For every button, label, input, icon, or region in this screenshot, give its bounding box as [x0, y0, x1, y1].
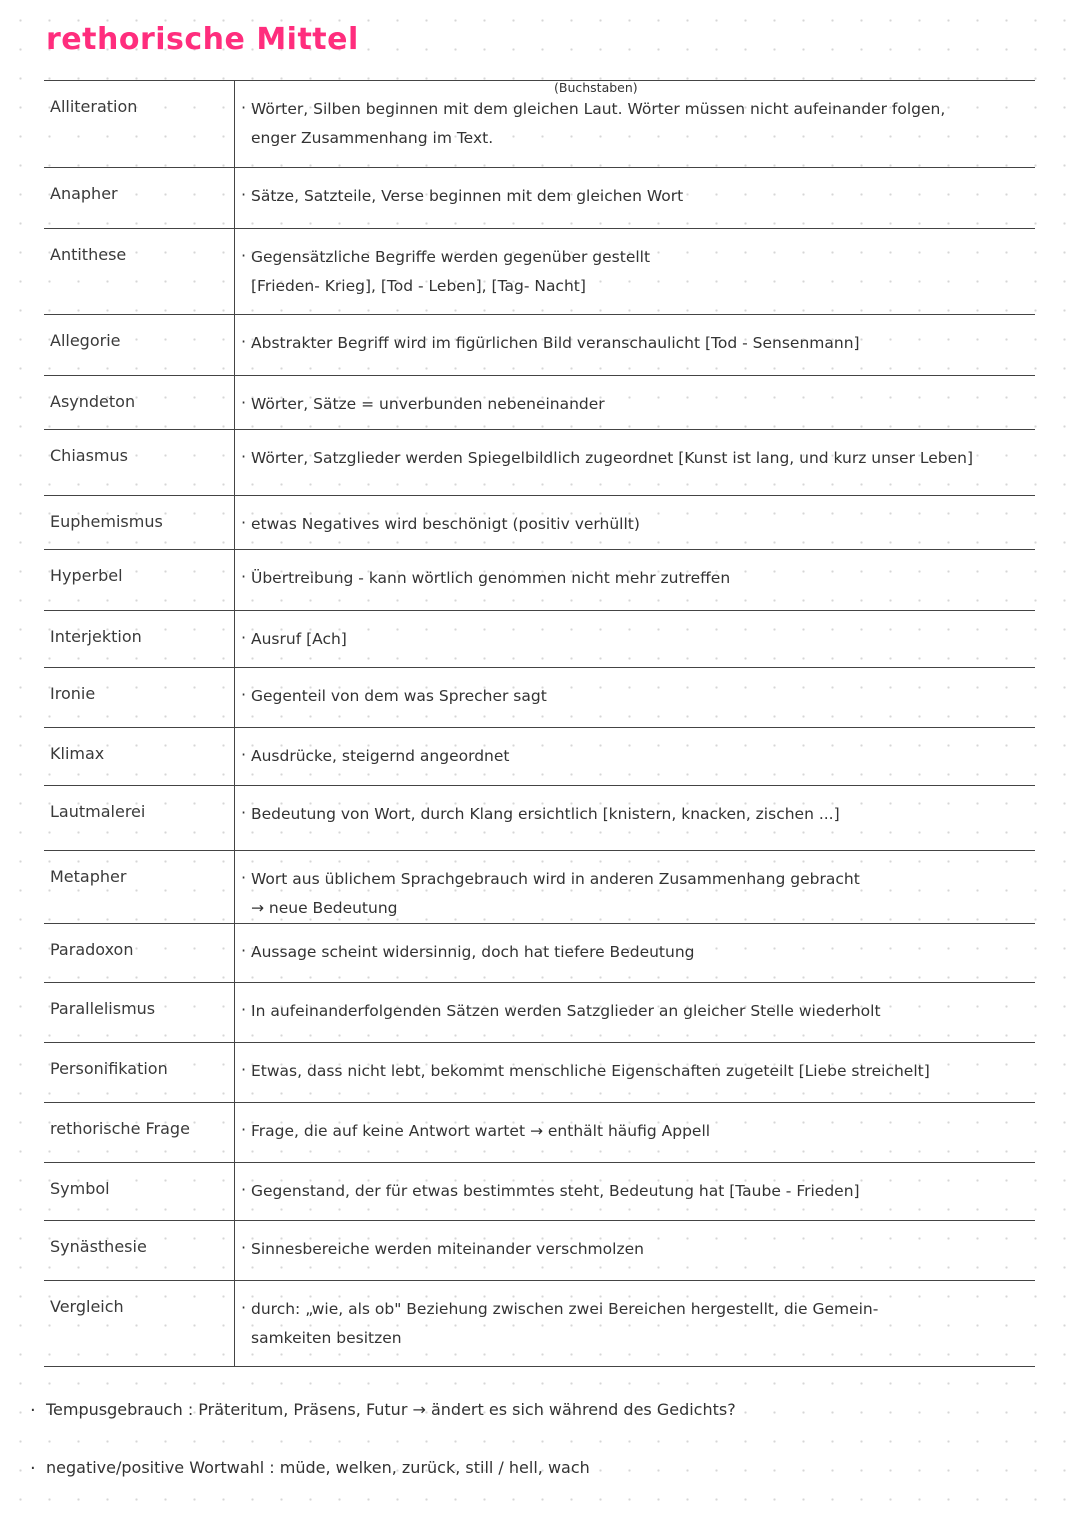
bullet: · [30, 1458, 36, 1479]
table-row [44, 786, 1035, 851]
definition-line: Gegensätzliche Begriffe werden gegenüber gestellt [251, 248, 651, 266]
table-row [44, 376, 1035, 430]
definition-line: durch: „wie, als ob" Beziehung zwischen zwei Bereichen hergestellt, die Gemein- [251, 1300, 879, 1318]
device-definition [235, 1281, 1036, 1367]
device-definition [235, 430, 1036, 496]
table-row [44, 983, 1035, 1043]
device-term: Metapher [44, 851, 235, 924]
device-definition [235, 983, 1036, 1043]
table-row [44, 430, 1035, 496]
table-row [44, 1043, 1035, 1103]
bullet: · [241, 98, 247, 117]
bullet: · [241, 393, 247, 412]
definition-line: Übertreibung - kann wörtlich genommen nicht mehr zutreffen [251, 569, 731, 587]
table-row [44, 550, 1035, 611]
definition-line: Gegenteil von dem was Sprecher sagt [251, 687, 547, 705]
device-term: rethorische Frage [44, 1103, 235, 1163]
definition-line: Wörter, Satzglieder werden Spiegelbildlich zugeordnet [Kunst ist lang, und kurz unser Leben] [251, 449, 974, 467]
table-row [44, 1103, 1035, 1163]
bullet: · [241, 332, 247, 351]
bullet: · [30, 1400, 36, 1421]
definition-line: [Frieden- Krieg], [Tod - Leben], [Tag- Nacht] [251, 277, 586, 295]
bullet: · [241, 447, 247, 466]
device-definition [235, 668, 1036, 728]
bullet: · [241, 246, 247, 265]
device-definition [235, 376, 1036, 430]
bullet: · [241, 685, 247, 704]
definition-line: Wort aus üblichem Sprachgebrauch wird in anderen Zusammenhang gebracht [251, 870, 860, 888]
device-term: Hyperbel [44, 550, 235, 611]
bullet: · [241, 868, 247, 887]
device-term: Symbol [44, 1163, 235, 1221]
device-term: Asyndeton [44, 376, 235, 430]
table-row [44, 315, 1035, 376]
definition-line: Sinnesbereiche werden miteinander verschmolzen [251, 1240, 644, 1258]
definition-line: Frage, die auf keine Antwort wartet → enthält häufig Appell [251, 1122, 711, 1140]
note-tempus [30, 1400, 1060, 1458]
definition-line: Aussage scheint widersinnig, doch hat tiefere Bedeutung [251, 943, 695, 961]
definition-line: etwas Negatives wird beschönigt (positiv verhüllt) [251, 515, 640, 533]
table-row [44, 851, 1035, 924]
definition-line: samkeiten besitzen [251, 1329, 402, 1347]
bullet: · [241, 1298, 247, 1317]
device-definition [235, 924, 1036, 983]
definition-line: Sätze, Satzteile, Verse beginnen mit dem gleichen Wort [251, 187, 684, 205]
device-term: Parallelismus [44, 983, 235, 1043]
device-term: Anapher [44, 168, 235, 229]
device-definition [235, 851, 1036, 924]
device-term: Paradoxon [44, 924, 235, 983]
device-definition [235, 728, 1036, 786]
device-definition [235, 315, 1036, 376]
device-term: Synästhesie [44, 1221, 235, 1281]
device-term: Ironie [44, 668, 235, 728]
bullet: · [241, 185, 247, 204]
device-definition [235, 1163, 1036, 1221]
device-definition [235, 81, 1036, 168]
bullet: · [241, 941, 247, 960]
device-definition [235, 1221, 1036, 1281]
bullet: · [241, 1000, 247, 1019]
table-row [44, 1163, 1035, 1221]
devices-table [44, 80, 1035, 1367]
device-term: Allegorie [44, 315, 235, 376]
bullet: · [241, 513, 247, 532]
device-term: Alliteration [44, 81, 235, 168]
table-row [44, 611, 1035, 668]
device-definition [235, 1043, 1036, 1103]
device-definition [235, 1103, 1036, 1163]
note-text: Tempusgebrauch : Präteritum, Präsens, Futur → ändert es sich während des Gedichts? [46, 1400, 736, 1419]
definition-line: Ausruf [Ach] [251, 630, 347, 648]
definition-line: Etwas, dass nicht lebt, bekommt menschliche Eigenschaften zugeteilt [Liebe streichelt] [251, 1062, 930, 1080]
device-term: Vergleich [44, 1281, 235, 1367]
device-definition [235, 496, 1036, 550]
note-wortwahl [30, 1458, 1060, 1477]
note-text: negative/positive Wortwahl : müde, welken, zurück, still / hell, wach [46, 1458, 590, 1477]
bullet: · [241, 628, 247, 647]
table-row [44, 924, 1035, 983]
table-row [44, 496, 1035, 550]
definition-line: Wörter, Sätze = unverbunden nebeneinander [251, 395, 605, 413]
definition-line: Wörter, Silben beginnen mit dem gleichen Laut. Wörter müssen nicht aufeinander folgen, [251, 100, 946, 118]
table-row [44, 168, 1035, 229]
table-row [44, 728, 1035, 786]
definition-line: Bedeutung von Wort, durch Klang ersichtlich [knistern, knacken, zischen ...] [251, 805, 840, 823]
device-term: Chiasmus [44, 430, 235, 496]
footer-notes [30, 1400, 1060, 1477]
device-definition [235, 229, 1036, 315]
table-row [44, 81, 1035, 168]
device-definition [235, 550, 1036, 611]
device-term: Antithese [44, 229, 235, 315]
bullet: · [241, 1180, 247, 1199]
definition-line: Gegenstand, der für etwas bestimmtes steht, Bedeutung hat [Taube - Frieden] [251, 1182, 860, 1200]
annotation-buchstaben: (Buchstaben) [554, 80, 638, 95]
definition-line: Ausdrücke, steigernd angeordnet [251, 747, 510, 765]
bullet: · [241, 1120, 247, 1139]
definition-line: → neue Bedeutung [251, 899, 398, 917]
bullet: · [241, 745, 247, 764]
device-definition [235, 168, 1036, 229]
definition-line: Abstrakter Begriff wird im figürlichen Bild veranschaulicht [Tod - Sensenmann] [251, 334, 860, 352]
bullet: · [241, 567, 247, 586]
table-row [44, 1221, 1035, 1281]
device-term: Interjektion [44, 611, 235, 668]
device-term: Klimax [44, 728, 235, 786]
bullet: · [241, 1060, 247, 1079]
bullet: · [241, 803, 247, 822]
device-term: Personifikation [44, 1043, 235, 1103]
bullet: · [241, 1238, 247, 1257]
table-row [44, 229, 1035, 315]
table-row [44, 1281, 1035, 1367]
definition-line: In aufeinanderfolgenden Sätzen werden Satzglieder an gleicher Stelle wiederholt [251, 1002, 881, 1020]
page-title: rethorische Mittel [46, 22, 359, 57]
device-term: Lautmalerei [44, 786, 235, 851]
device-definition [235, 786, 1036, 851]
definition-line: enger Zusammenhang im Text. [251, 129, 494, 147]
device-definition [235, 611, 1036, 668]
table-row [44, 668, 1035, 728]
device-term: Euphemismus [44, 496, 235, 550]
